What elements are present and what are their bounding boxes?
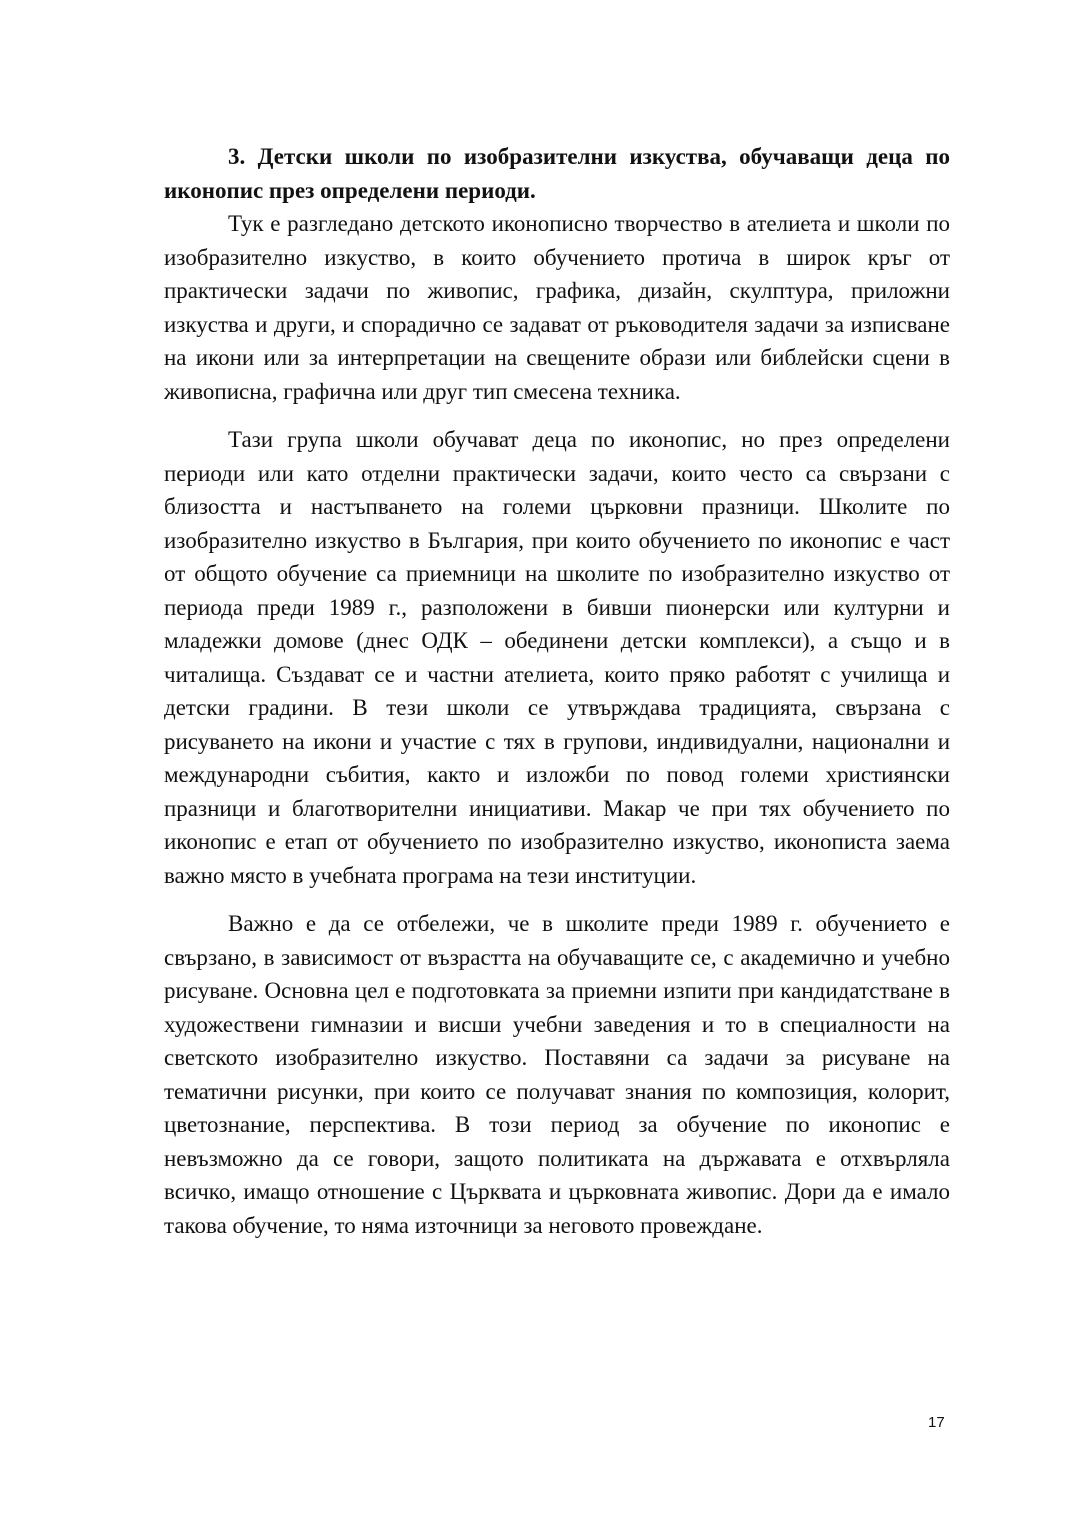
paragraph-3: Важно е да се отбележи, че в школите преди 1989 г. обучението е свързано, в зависимост от възрастта на обучаващите се, с академично и учебно рисуване. Основна цел е подготовката за приемни изпити при кандидатстване в художествени гимназии и висши учебни заведения и то в специалности на светското изобразително изкуство. Поставяни са задачи за рисуване на тематични рисунки, при които се получават знания по композиция, колорит, цветознание, перспектива. В този период за обучение по иконопис е невъзможно да се говори, защото политиката на държавата е отхвърляла всичко, имащо отношение с Църквата и църковната живопис. Дори да е имало такова обучение, то няма източници за неговото провеждане. — [164, 911, 950, 1238]
paragraph-2: Тази група школи обучават деца по иконопис, но през определени периоди или като отделни практически задачи, които често са свързани с близостта и настъпването на големи църковни празници. Школите по изобразително изкуство в България, при които обучението по иконопис е част от общото обучение са приемници на школите по изобразително изкуство от периода преди 1989 г., разположени в бивши пионерски или културни и младежки домове (днес ОДК – обединени детски комплекси), а също и в читалища. Създават се и частни ателиета, които пряко работят с училища и детски градини. В тези школи се утвърждава традицията, свързана с рисуването на икони и участие с тях в групови, индивидуални, национални и международни събития, както и изложби по повод големи християнски празници и благотворителни инициативи. Макар че при тях обучението по иконопис е етап от обучението по изобразително изкуство, иконописта заема важно място в учебната програма на тези институции. — [164, 427, 950, 888]
section-heading: 3. Детски школи по изобразителни изкуства, обучаващи деца по иконопис през определени периоди. — [164, 144, 950, 203]
document-page — [164, 140, 950, 1242]
page-number: 17 — [928, 1414, 945, 1431]
paragraph-1: Тук е разгледано детското иконописно творчество в ателиета и школи по изобразително изкуство, в които обучението протича в широк кръг от практически задачи по живопис, графика, дизайн, скулптура, приложни изкуства и други, и спорадично се задават от ръководителя задачи за изписване на икони или за интерпретации на свещените образи или библейски сцени в живописна, графична или друг тип смесена техника. — [164, 211, 950, 404]
